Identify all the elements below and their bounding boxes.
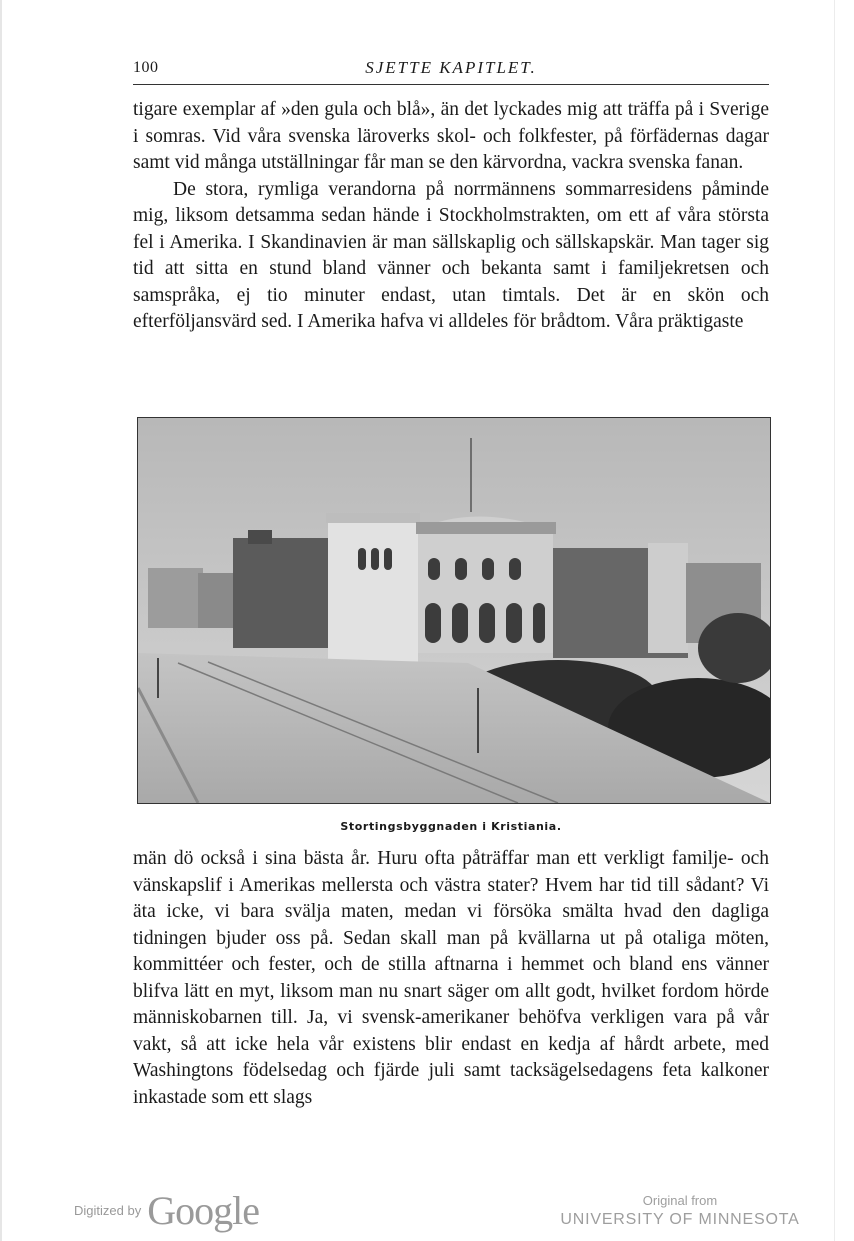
paragraph: män dö också i sina bästa år. Huru ofta påträffar man ett verkligt familje- och vänskapslif i Amerikas mellersta och västra stater? Hvem har tid till sådant? Vi äta icke, vi bara svälja maten, medan vi försöka smälta hvad den dagliga tidningen bjuder oss på. Sedan skall man på kvällarna ut på otaliga möten, kommittéer och fester, och de stilla aftnarna i hemmet och bland ens vänner blifva lätt en myt, liksom man nu snart säger om allt godt, hvilket fordom hörde människobarnen till. Ja, vi svensk-amerikaner behöfva verkligen vara på vår vakt, så att icke hela vår existens blir endast en kedja af hårdt arbete, med Washingtons födelsedag och fjärde juli samt tacksägelsedagens feta kalkoner inkastade som ett slags xyxy=(133,848,769,1108)
paragraph: tigare exemplar af »den gula och blå», än det lyckades mig att träffa på i Sverige i somras. Vid våra svenska läroverks skol- och folkfester, på förfädernas dagar samt vid många utställningar får man se den kärvordna, vackra svenska fanan. xyxy=(133,99,769,173)
page-edge-left xyxy=(0,0,2,1241)
paragraph: De stora, rymliga verandorna på norrmännens sommarresidens påminde mig, liksom detsamma sedan hände i Stockholmstrakten, om ett af våra största fel i Amerika. I Skandinavien är man sällskaplig och sällskapskär. Man tager sig tid att sitta en stund bland vänner och bekanta samt i familjekretsen och samspråka, ej tio minuter endast, utan timtals. Det är en skön och efterföljansvärd sed. I Amerika hafva vi alldeles för brådtom. Våra präktigaste xyxy=(133,178,769,332)
page-edge-right xyxy=(834,0,835,1241)
original-from-label: Original from xyxy=(642,1193,718,1208)
digitized-label: Digitized by xyxy=(74,1202,142,1218)
google-logo: Google xyxy=(147,1187,259,1233)
digitized-by-google xyxy=(74,1185,259,1235)
body-text-bottom xyxy=(133,846,769,1111)
running-head: SJETTE KAPITLET. xyxy=(365,58,537,77)
page-header xyxy=(133,56,769,85)
figure-photograph xyxy=(137,417,771,804)
body-text-top xyxy=(133,97,769,336)
page-number: 100 xyxy=(133,59,159,76)
source-attribution xyxy=(560,1193,800,1229)
institution-name: UNIVERSITY OF MINNESOTA xyxy=(560,1211,800,1228)
figure-caption: Stortingsbyggnaden i Kristiania. xyxy=(340,820,562,833)
parliament-building-illustration xyxy=(138,418,770,803)
